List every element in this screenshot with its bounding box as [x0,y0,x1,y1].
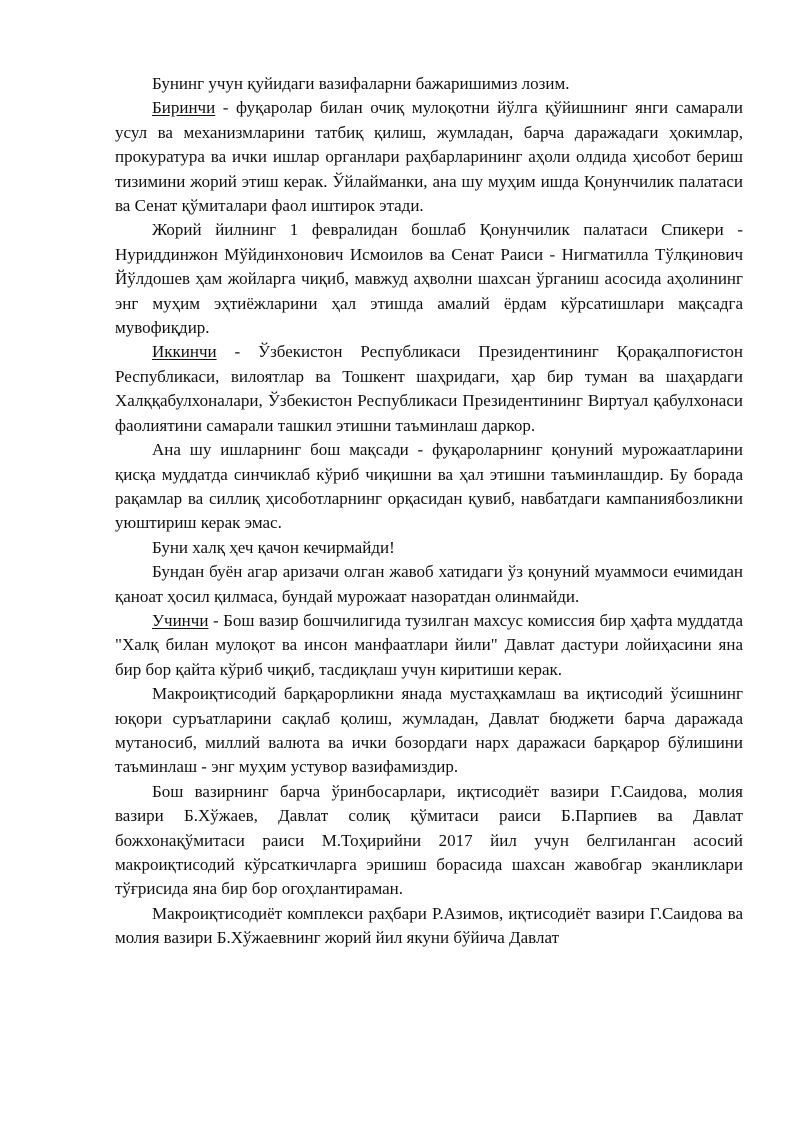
paragraph-text: - Ўзбекистон Республикаси Президентининг Қорақалпоғистон Республикаси, вилоятлар ва Тошкент шаҳридаги, ҳар бир туман ва шаҳардаги Халққабулхоналари, Ўзбекистон Республикаси Президентининг Виртуал қабулхонаси фаолиятини самарали ташкил этишни таъминлаш даркор. [115,342,743,435]
paragraph-text: Макроиқтисодий барқарорликни янада мустаҳкамлаш ва иқтисодий ўсишнинг юқори суръатларини сақлаб қолиш, жумладан, Давлат бюджети барча даражада мутаносиб, миллий валюта ва ички бозордаги нарх даражаси барқарор бўлишини таъминлаш - энг муҳим устувор вазифамиздир. [115,684,743,777]
document-page [115,72,743,951]
paragraph-text: Бош вазирнинг барча ўринбосарлари, иқтисодиёт вазири Г.Саидова, молия вазири Б.Хўжаев, Давлат солиқ қўмитаси раиси Б.Парпиев ва Давлат божхонақўмитаси раиси М.Тоҳирийни 2017 йил учун белгиланган асосий макроиқтисодий кўрсаткичларга эришиш борасида шахсан жавобгар эканликлари тўғрисида яна бир бор огоҳлантираман. [115,781,743,899]
paragraph-text: - Бош вазир бошчилигида тузилган махсус комиссия бир ҳафта муддатда "Халқ билан мулоқот ва инсон манфаатлари йили" Давлат дастури лойиҳасини яна бир бор қайта кўриб чиқиб, тасдиқлаш учун киритиши керак. [115,610,743,679]
paragraph [115,536,743,560]
paragraph-text: Буни халқ ҳеч қачон кечирмайди! [152,537,395,557]
paragraph-text: Бундан буён агар аризачи олган жавоб хатидаги ўз қонуний муаммоси ечимидан қаноат ҳосил қилмаса, бундай мурожаат назоратдан олинмайди. [115,562,743,606]
paragraph [115,438,743,536]
paragraph [115,682,743,780]
paragraph-text: Жорий йилнинг 1 февралидан бошлаб Қонунчилик палатаси Спикери - Нуриддинжон Мўйдинхонович Исмоилов ва Сенат Раиси - Нигматилла Тўлқинович Йўлдошев ҳам жойларга чиқиб, мавжуд аҳволни шахсан ўрганиш асосида аҳолининг энг муҳим эҳтиёжларини ҳал этишда амалий ёрдам кўрсатишлари мақсадга мувофиқдир. [115,220,743,338]
paragraph-lead: Иккинчи [152,342,217,362]
paragraph [115,902,743,951]
paragraph [115,560,743,609]
paragraph [115,72,743,96]
paragraph [115,609,743,682]
paragraph-lead: Учинчи [152,610,209,630]
paragraph-text: - фуқаролар билан очиқ мулоқотни йўлга қўйишнинг янги самарали усул ва механизмларини татбиқ қилиш, жумладан, барча даражадаги ҳокимлар, прокуратура ва ички ишлар органлари раҳбарларининг аҳоли олдида ҳисобот бериш тизимини жорий этиш керак. Ўйлайманки, ана шу муҳим ишда Қонунчилик палатаси ва Сенат қўмиталари фаол иштирок этади. [115,98,743,216]
paragraph [115,218,743,340]
paragraph-text: Макроиқтисодиёт комплекси раҳбари Р.Азимов, иқтисодиёт вазири Г.Саидова ва молия вазири Б.Хўжаевнинг жорий йил якуни бўйича Давлат [115,903,743,948]
paragraph-text: Ана шу ишларнинг бош мақсади - фуқароларнинг қонуний мурожаатларини қисқа муддатда синчиклаб кўриб чиқишни ва ҳал этишни таъминлашдир. Бу борада рақамлар ва силлиқ ҳисоботларнинг орқасидан қувиб, навбатдаги кампаниябозликни уюштириш керак эмас. [115,440,743,533]
paragraph [115,340,743,438]
paragraph-text: Бунинг учун қуйидаги вазифаларни бажаришимиз лозим. [152,74,570,93]
paragraph-lead: Биринчи [152,98,216,118]
paragraph [115,96,743,218]
paragraph [115,780,743,902]
